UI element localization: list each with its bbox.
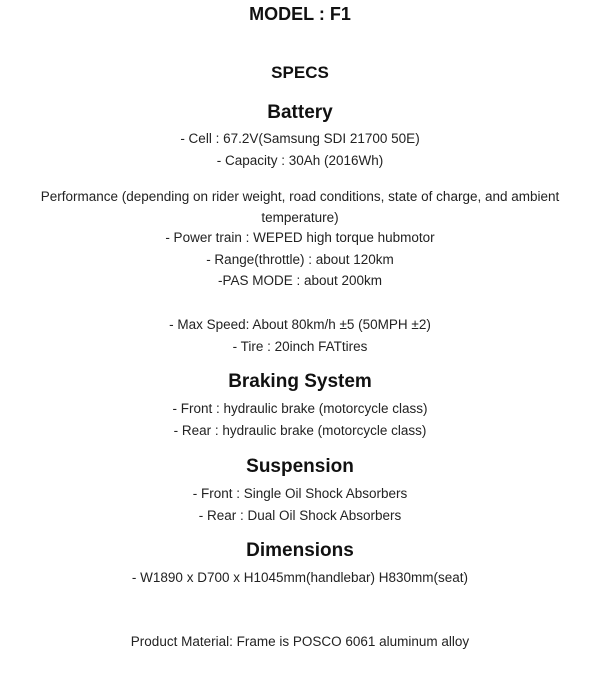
braking-front: - Front : hydraulic brake (motorcycle class)	[172, 401, 428, 416]
suspension-heading: Suspension	[246, 456, 354, 477]
suspension-rear: - Rear : Dual Oil Shock Absorbers	[198, 508, 402, 523]
braking-rear: - Rear : hydraulic brake (motorcycle class)	[173, 423, 427, 438]
performance-intro: Performance (depending on rider weight, road conditions, state of charge, and ambient temperature)	[40, 189, 560, 225]
range-throttle: - Range(throttle) : about 120km	[206, 252, 394, 267]
max-speed: - Max Speed: About 80km/h ±5 (50MPH ±2)	[169, 317, 431, 332]
dimensions-heading: Dimensions	[246, 540, 354, 561]
braking-heading: Braking System	[228, 371, 372, 392]
power-train: - Power train : WEPED high torque hubmotor	[165, 230, 435, 245]
suspension-front: - Front : Single Oil Shock Absorbers	[192, 486, 408, 501]
dimensions-value: - W1890 x D700 x H1045mm(handlebar) H830mm(seat)	[131, 570, 469, 585]
battery-cell: - Cell : 67.2V(Samsung SDI 21700 50E)	[180, 131, 420, 146]
specs-title: SPECS	[271, 63, 329, 82]
product-material: Product Material: Frame is POSCO 6061 aluminum alloy	[130, 634, 470, 649]
battery-heading: Battery	[267, 102, 333, 123]
tire: - Tire : 20inch FATtires	[232, 339, 368, 354]
model-title: MODEL : F1	[249, 4, 351, 24]
range-pas: -PAS MODE : about 200km	[217, 273, 383, 288]
battery-capacity: - Capacity : 30Ah (2016Wh)	[216, 153, 384, 168]
